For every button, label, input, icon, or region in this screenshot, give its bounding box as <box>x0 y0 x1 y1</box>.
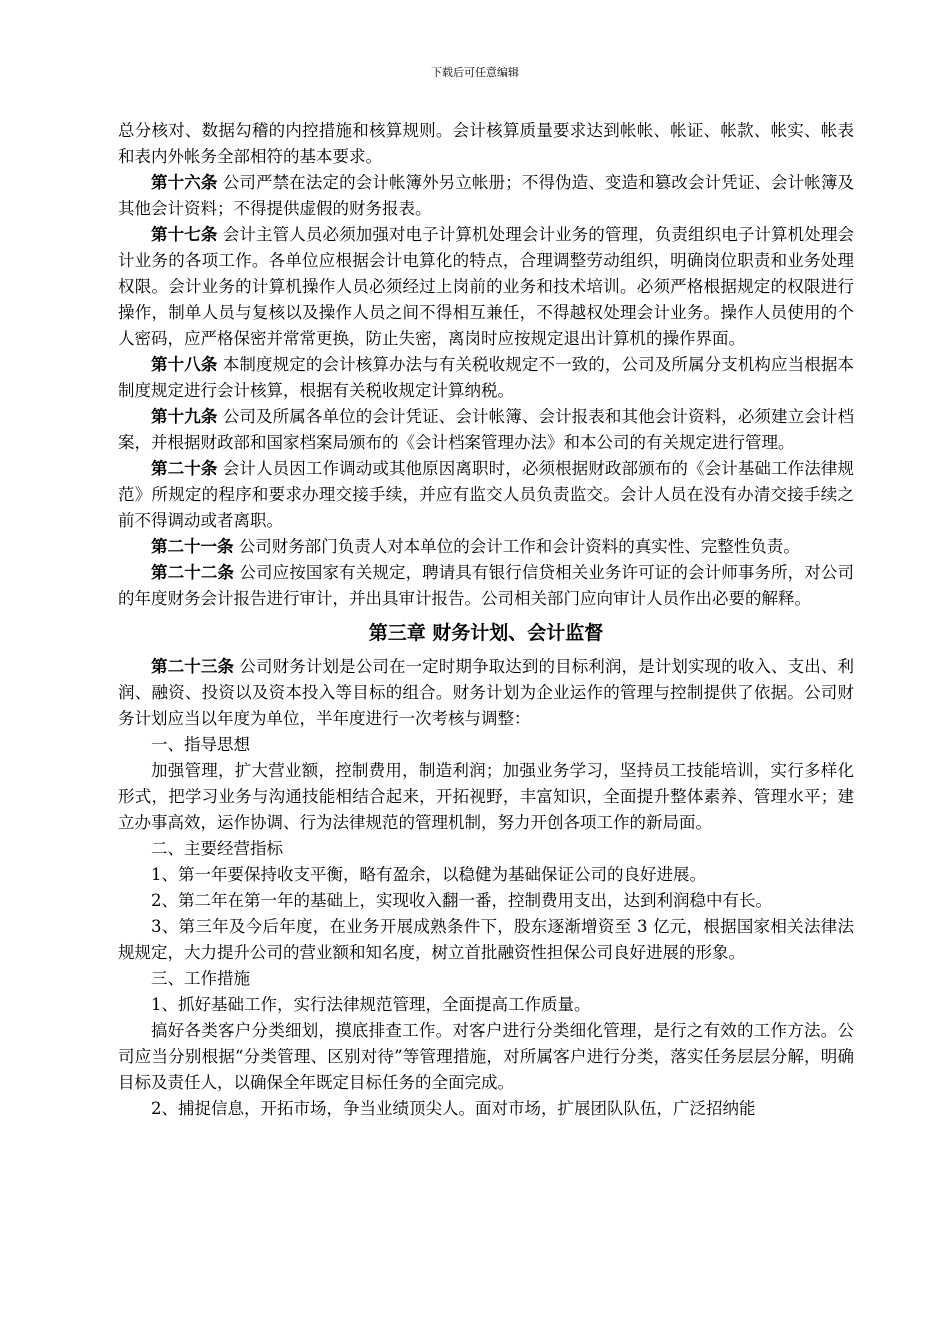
paragraph-text: 2、捕捉信息，开拓市场，争当业绩顶尖人。面对市场，扩展团队队伍，广泛招纳能 <box>151 1099 756 1118</box>
paragraph <box>118 966 854 992</box>
article-number: 第二十二条 <box>151 563 235 582</box>
page-header: 下载后可任意编辑 <box>431 66 519 79</box>
paragraph <box>118 404 854 456</box>
paragraph <box>118 1018 854 1096</box>
paragraph-text: 会计主管人员必须加强对电子计算机处理会计业务的管理，负责组织电子计算机处理会计业务的各项工作。各单位应根据会计电算化的特点，合理调整劳动组织，明确岗位职责和业务处理权限。会计业务的计算机操作人员必须经过上岗前的业务和技术培训。必须严格根据规定的权限进行操作，制单人员与复核以及操作人员之间不得相互兼任，不得越权处理会计业务。操作人员使用的个人密码，应严格保密并常常更换，防止失密，离岗时应按规定退出计算机的操作界面。 <box>118 225 854 348</box>
paragraph <box>118 170 854 222</box>
paragraph-text: 3、第三年及今后年度，在业务开展成熟条件下，股东逐渐增资至 3 亿元，根据国家相关法律法规规定，大力提升公司的营业额和知名度，树立首批融资性担保公司良好进展的形象。 <box>118 917 854 962</box>
paragraph-text: 会计人员因工作调动或其他原因离职时，必须根据财政部颁布的《会计基础工作法律规范》所规定的程序和要求办理交接手续，并应有监交人员负责监交。会计人员在没有办清交接手续之前不得调动或者离职。 <box>118 459 854 530</box>
paragraph-text: 加强管理，扩大营业额，控制费用，制造利润；加强业务学习，坚持员工技能培训，实行多样化形式，把学习业务与沟通技能相结合起来，开拓视野，丰富知识，全面提升整体素养、管理水平；建立办事高效，运作协调、行为法律规范的管理机制，努力开创各项工作的新局面。 <box>118 761 854 832</box>
paragraph-text: 公司财务部门负责人对本单位的会计工作和会计资料的真实性、完整性负责。 <box>233 537 800 556</box>
paragraph <box>118 534 854 560</box>
paragraph-text: 1、第一年要保持收支平衡，略有盈余，以稳健为基础保证公司的良好进展。 <box>151 865 706 884</box>
paragraph-text: 公司财务计划是公司在一定时期争取达到的目标利润，是计划实现的收入、支出、利润、融资、投资以及资本投入等目标的组合。财务计划为企业运作的管理与控制提供了依据。公司财务计划应当以年度为单位，半年度进行一次考核与调整： <box>118 657 855 728</box>
article-number: 第十九条 <box>151 407 218 426</box>
paragraph-text: 总分核对、数据勾稽的内控措施和核算规则。会计核算质量要求达到帐帐、帐证、帐款、帐实、帐表和表内外帐务全部相符的基本要求。 <box>118 121 854 166</box>
paragraph <box>118 654 854 732</box>
paragraph <box>118 914 854 966</box>
paragraph-text: 一、指导思想 <box>151 735 250 754</box>
article-number: 第二十一条 <box>151 537 234 556</box>
paragraph <box>118 1096 854 1122</box>
paragraph-text: 二、主要经营指标 <box>151 839 283 858</box>
paragraph-text: 本制度规定的会计核算办法与有关税收规定不一致的，公司及所属分支机构应当根据本制度规定进行会计核算，根据有关税收规定计算纳税。 <box>118 355 854 400</box>
section-chapter-3 <box>118 654 854 1122</box>
section-articles-16-22 <box>118 118 854 612</box>
paragraph <box>118 456 854 534</box>
paragraph-text: 公司严禁在法定的会计帐簿外另立帐册；不得伪造、变造和篡改会计凭证、会计帐簿及其他会计资料；不得提供虚假的财务报表。 <box>118 173 854 218</box>
article-number: 第十七条 <box>151 225 218 244</box>
paragraph-text: 1、抓好基础工作，实行法律规范管理，全面提高工作质量。 <box>151 995 591 1014</box>
paragraph <box>118 888 854 914</box>
paragraph <box>118 222 854 352</box>
article-number: 第十六条 <box>151 173 218 192</box>
paragraph-text: 2、第二年在第一年的基础上，实现收入翻一番，控制费用支出，达到利润稳中有长。 <box>151 891 772 910</box>
article-number: 第二十三条 <box>151 657 235 676</box>
paragraph <box>118 862 854 888</box>
paragraph-text: 公司应按国家有关规定，聘请具有银行信贷相关业务许可证的会计师事务所，对公司的年度财务会计报告进行审计，并出具审计报告。公司相关部门应向审计人员作出必要的解释。 <box>118 563 855 608</box>
article-number: 第十八条 <box>151 355 218 374</box>
chapter-title: 第三章 财务计划、会计监督 <box>368 622 604 644</box>
paragraph-text: 三、工作措施 <box>151 969 250 988</box>
paragraph-text: 搞好各类客户分类细划，摸底排查工作。对客户进行分类细化管理，是行之有效的工作方法。公司应当分别根据“分类管理、区别对待”等管理措施，对所属客户进行分类，落实任务层层分解，明确目标及责任人，以确保全年既定目标任务的全面完成。 <box>118 1021 854 1092</box>
paragraph <box>118 758 854 836</box>
paragraph-text: 公司及所属各单位的会计凭证、会计帐簿、会计报表和其他会计资料，必须建立会计档案，并根据财政部和国家档案局颁布的《会计档案管理办法》和本公司的有关规定进行管理。 <box>118 407 854 452</box>
document-body <box>118 118 854 1122</box>
paragraph <box>118 836 854 862</box>
paragraph <box>118 118 854 170</box>
paragraph <box>118 992 854 1018</box>
paragraph <box>118 560 854 612</box>
paragraph <box>118 732 854 758</box>
paragraph <box>118 352 854 404</box>
article-number: 第二十条 <box>151 459 218 478</box>
